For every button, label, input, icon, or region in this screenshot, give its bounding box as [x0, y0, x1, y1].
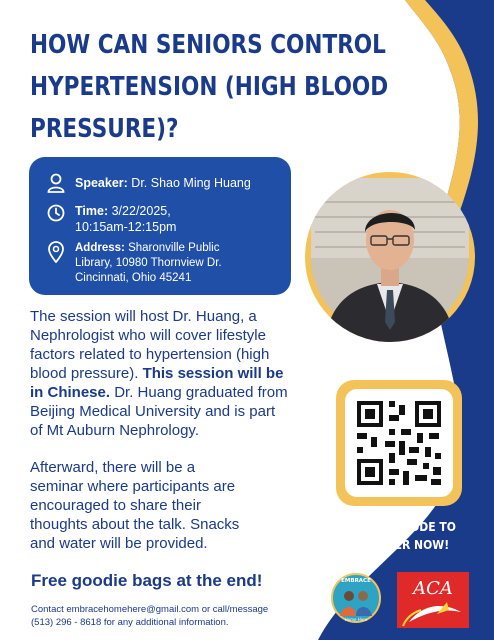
- seminar-line: and water will be provided.: [30, 535, 208, 552]
- description-emphasis: This session will be: [142, 365, 284, 382]
- speaker-row: [47, 173, 251, 193]
- location-pin-icon: [47, 241, 65, 263]
- aca-logo: [397, 572, 469, 628]
- clock-icon: [47, 203, 65, 223]
- time-label: Time:: [75, 204, 109, 218]
- speaker-photo: [305, 172, 475, 342]
- description-text: blood pressure).: [30, 365, 143, 382]
- description-line: The session will host Dr. Huang, a: [30, 308, 257, 325]
- scan-cta-line: REGISTER NOW!: [350, 538, 450, 552]
- address-row: [47, 241, 222, 286]
- seminar-paragraph: [30, 458, 239, 553]
- description-paragraph: [30, 307, 288, 440]
- scan-qr-cta: [337, 518, 463, 554]
- person-icon: [47, 173, 65, 193]
- address-line-1: Sharonville Public: [128, 242, 220, 254]
- speaker-value: Dr. Shao Ming Huang: [131, 176, 251, 190]
- page-title: [30, 24, 389, 150]
- seminar-line: seminar where participants are: [30, 478, 236, 495]
- svg-text:ACA: ACA: [413, 578, 453, 599]
- time-date: 3/22/2025,: [111, 204, 171, 218]
- qr-code-frame: [336, 380, 462, 506]
- title-line: HYPERTENSION (HIGH BLOOD: [30, 72, 389, 102]
- address-line-3: Cincinnati, Ohio 45241: [75, 272, 192, 284]
- time-row: [47, 203, 176, 235]
- description-emphasis: in Chinese.: [30, 384, 111, 401]
- description-line: factors related to hypertension (high: [30, 346, 270, 363]
- speaker-portrait-image: [305, 172, 475, 342]
- seminar-line: encouraged to share their: [30, 497, 201, 514]
- scan-cta-line: SCAN QR CODE TO: [344, 520, 456, 534]
- description-line: Beijing Medical University and is part: [30, 403, 276, 420]
- contact-info: [31, 603, 268, 629]
- goodie-bags-note: Free goodie bags at the end!: [31, 571, 263, 590]
- address-label: Address:: [75, 242, 125, 254]
- title-line: PRESSURE)?: [30, 114, 179, 144]
- seminar-line: Afterward, there will be a: [30, 459, 196, 476]
- embrace-home-here-logo: [330, 568, 382, 628]
- seminar-line: thoughts about the talk. Snacks: [30, 516, 240, 533]
- title-line: HOW CAN SENIORS CONTROL: [30, 30, 386, 60]
- svg-text:EMBRACE: EMBRACE: [341, 578, 371, 584]
- description-line: of Mt Auburn Nephrology.: [30, 422, 199, 439]
- description-line: [30, 364, 288, 383]
- contact-line: (513) 296 - 8618 for any additional information.: [31, 617, 229, 628]
- event-info-box: [29, 157, 291, 295]
- time-range: 10:15am-12:15pm: [75, 220, 177, 234]
- speaker-label: Speaker:: [75, 176, 128, 190]
- qr-code[interactable]: [345, 389, 453, 497]
- description-text: Dr. Huang graduated from: [110, 384, 288, 401]
- qr-code-image: [345, 389, 453, 497]
- svg-text:Home Here: Home Here: [344, 617, 368, 622]
- description-line: [30, 383, 288, 402]
- description-line: Nephrologist who will cover lifestyle: [30, 327, 266, 344]
- contact-line: Contact embracehomehere@gmail.com or call/message: [31, 604, 269, 615]
- address-line-2: Library, 10980 Thornview Dr.: [75, 257, 222, 269]
